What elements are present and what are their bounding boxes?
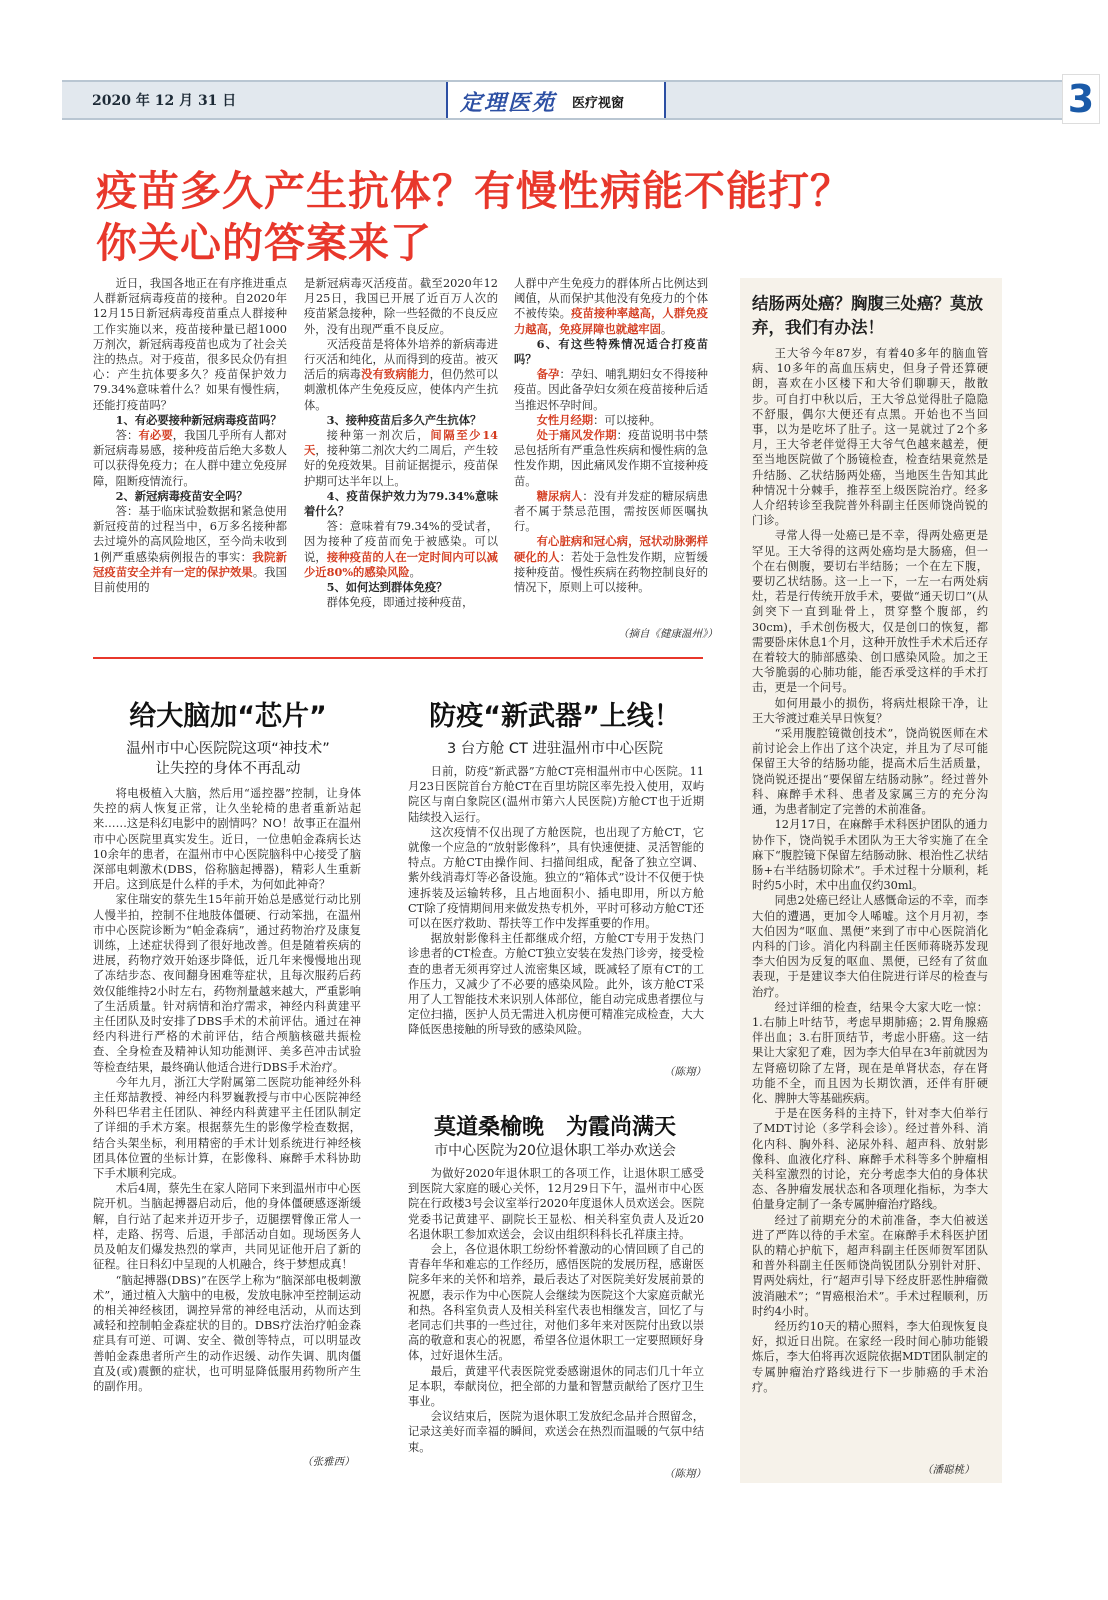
highlighted-text: 有必要 (138, 428, 173, 443)
paragraph: 会上，各位退休职工纷纷怀着激动的心情回顾了自己的青春年华和难忘的工作经历，感悟医院的发展历程，感谢医院多年来的关怀和培养，最后表达了对医院美好发展前景的祝愿，表示作为中心医院人会继续为医院这个大家庭贡献光和热。各科室负责人及相关科室代表也相继发言，回忆了与老同志们共事的一些过往，对他们多年来对医院付出致以崇高的敬意和衷心的祝愿，希望各位退休职工一定要照顾好身体，过好退休生活。 (408, 1243, 704, 1363)
highlighted-text: 糖尿病人 (536, 488, 583, 503)
body-text: ：疫苗说明书中禁忌包括所有严重急性疾病和慢性病的急性发作期，因此痛风发作期不宜接种疫苗。 (514, 429, 708, 488)
body-text: 2、新冠病毒疫苗安全吗？ (115, 488, 248, 503)
paragraph: 家住瑞安的蔡先生15年前开始总是感觉行动比别人慢半拍，控制不住地肢体僵硬、行动笨拙，在温州市中心医院诊断为“帕金森病”，通过药物治疗及康复训练，上述症状得到了很好地改善。但是随着疾病的进展，药物疗效开始逐步降低，近几年来慢慢地出现了冻结步态、夜间翻身困难等症状，且每次服药后药效仅能维持2小时左右，药物剂量越来越大，严重影响了生活质量。针对病情和治疗需求，神经内科黄建平主任团队及时安排了DBS手术的术前评估。通过在神经内科进行严格的术前评估，结合颅脑核磁共振检查、全身检查及精神认知功能测评、美多芭冲击试验等检查结果，最终确认他适合进行DBS手术治疗。 (93, 893, 361, 1074)
question-heading (93, 489, 287, 504)
chip-article-title: 给大脑加“芯片” (129, 701, 327, 732)
body-text: 4、疫苗保护效力为79.34%意味着什么？ (304, 488, 498, 519)
highlighted-text: 有心脏病和冠心病，冠状动脉粥样硬化的人 (514, 534, 708, 564)
body-text: ：可以接种。 (593, 413, 661, 427)
retire-article-title: 莫道桑榆晚 为霞尚满天 (433, 1115, 676, 1140)
highlighted-text: 接种疫苗的人在一定时间内可以减少近80%的感染风险 (304, 549, 498, 579)
section-name: 医疗视窗 (572, 96, 625, 111)
body-text: 。 (660, 322, 673, 336)
chip-article-subtitle-1: 温州市中心医院院这项“神技术” (126, 741, 330, 757)
body-text: 。 (409, 565, 421, 579)
body-text: 近日，我国各地正在有序推进重点人群新冠病毒疫苗的接种。自2020年12月15日新冠病毒疫苗重点人群接种工作实施以来，疫苗接种量已超1000万剂次，新冠病毒疫苗也成为了社会关注的热点。对于疫苗，很多民众仍有担心：产生抗体要多久？疫苗保护效力79.34%意味着什么？如果有慢性病，还能打疫苗吗？ (93, 277, 287, 412)
body-text: 5、如何达到群体免疫？ (326, 580, 448, 595)
issue-date: 2020 年 12 月 31 日 (92, 93, 237, 109)
paragraph: 寻常人得一处癌已是不幸，得两处癌更是罕见。王大爷得的这两处癌均是大肠癌，但一个在右侧腹，要切右半结肠；一个在左下腹，要切乙状结肠。这一上一下，一左一右两处病灶，若是行传统开放手术，要做“通天切口”(从剑突下一直到耻骨上，贯穿整个腹部，约30cm)，手术创伤极大，仅是创口的恢复，都需要卧床休息1个月，这种开放性手术术后还存在着较大的肺部感染、创口感染风险。加之王大爷脆弱的心肺功能，能否承受这样的手术打击，更是一个问号。 (752, 529, 988, 695)
body-text: ：孕妇、哺乳期妇女不得接种疫苗。因此备孕妇女须在疫苗接种后适当推迟怀孕时间。 (514, 368, 708, 412)
paragraph: 会议结束后，医院为退休职工发放纪念品并合照留念，记录这美好而幸福的瞬间，欢送会在热烈而温暖的气氛中结束。 (408, 1410, 704, 1454)
body-text: ：若处于急性发作期，应暂缓接种疫苗。慢性疾病在药物控制良好的情况下，原则上可以接种。 (514, 550, 708, 595)
body-text: ，我国几乎所有人都对新冠病毒易感，接种疫苗后绝大多数人可以获得免疫力；在人群中建立免疫屏障，阻断疫情流行。 (93, 429, 287, 488)
paragraph (514, 428, 708, 489)
question-heading (304, 489, 498, 519)
paragraph (514, 489, 708, 535)
highlighted-text: 我院新冠疫苗安全并有一定的保护效果 (93, 549, 287, 579)
paragraph: 经过了前期充分的术前准备，李大伯被送进了严阵以待的手术室。在麻醉手术科医护团队的精心护航下，超声科副主任医师贺军团队和普外科副主任医师饶尚锐团队分别针对肝、胃两处病灶，行“超声引导下经皮肝恶性肿瘤微波消融术”；“胃癌根治术”。手术过程顺利，历时约4小时。 (752, 1213, 988, 1318)
paragraph: 同患2处癌已经让人感慨命运的不幸，而李大伯的遭遇，更加令人唏嘘。这个月月初，李大伯因为“呕血、黑便”来到了市中心医院消化内科的门诊。消化内科副主任医师蒋晓苏发现李大伯因为反复的呕血、黑便，已经有了贫血表现，于是建议李大伯住院进行详尽的检查与治疗。 (752, 894, 988, 999)
paragraph: 将电极植入大脑，然后用“遥控器”控制，让身体失控的病人恢复正常，让久坐轮椅的患者重新站起来……这是科幻电影中的剧情吗？NO！故事正在温州市中心医院里真实发生。近日，一位患帕金森病长达10余年的患者，在温州市中心医院脑科中心接受了脑深部电刺激术(DBS，俗称脑起搏器)，精彩人生重新开启。这到底是什么样的手术，为何如此神奇？ (93, 787, 361, 892)
page-number: 3 (1062, 74, 1100, 124)
cancer-article-title: 结肠两处癌？胸腹三处癌？莫放弃，我们有办法！ (752, 294, 983, 337)
masthead-logo (446, 82, 666, 118)
paragraph (93, 428, 287, 489)
paragraph (93, 276, 287, 413)
paragraph: “采用腹腔镜微创技术”，饶尚锐医师在术前讨论会上作出了这个决定，并且为了尽可能保留王大爷的结肠功能，提高术后生活质量，饶尚锐还提出“要保留左结肠动脉”。经过普外科、麻醉手术科、患者及家属三方的充分沟通，为患者制定了完善的术前准备。 (752, 727, 988, 817)
body-text: 人群中产生免疫力的群体所占比例达到阈值，从而保护其他没有免疫力的个体不被传染。 (514, 277, 708, 321)
body-text: ，但仍然可以刺激机体产生免疫反应，使体内产生抗体。 (304, 368, 498, 412)
brand-name: 定理医苑 (460, 90, 557, 116)
highlighted-text: 备孕 (536, 367, 560, 382)
ct-article-source: （陈翔） (664, 1066, 706, 1078)
cancer-article-body (752, 346, 988, 1464)
body-text: 群体免疫，即通过接种疫苗， (326, 596, 474, 610)
paragraph: 于是在医务科的主持下，针对李大伯举行了MDT讨论（多学科会诊）。经过普外科、消化内科、胸外科、泌尿外科、超声科、放射影像科、血液化疗科、麻醉手术科等多个肿瘤相关科室激烈的讨论，充分考虑李大伯的身体状态、各肿瘤发展状态和各项理化指标，为李大伯量身定制了一条专属肿瘤治疗路线。 (752, 1107, 988, 1212)
body-text: 接种第一剂次后， (326, 429, 431, 443)
paragraph: “脑起搏器(DBS)”在医学上称为“脑深部电极刺激术”，通过植入大脑中的电极，发放电脉冲至控制运动的相关神经核团，调控异常的神经电活动，从而达到减轻和控制帕金森症状的目的。DBS疗法治疗帕金森症具有可逆、可调、安全、微创等特点，可以明显改善帕金森患者所产生的动作迟缓、动作失调、肌肉僵直及(或)震颤的症状，也可明显降低服用药物所产生的副作用。 (93, 1273, 361, 1393)
paragraph: 最后，黄建平代表医院党委感谢退休的同志们几十年立足本职，奉献岗位，把全部的力量和智慧贡献给了医疗卫生事业。 (408, 1364, 704, 1409)
retire-article-subtitle: 市中心医院为20位退休职工举办欢送会 (434, 1143, 676, 1159)
body-text: 3、接种疫苗后多久产生抗体？ (326, 412, 482, 427)
paragraph: 经历约10天的精心照料，李大伯现恢复良好，拟近日出院。在家经一段时间心肺功能锻炼后，李大伯将再次返院依据MDT团队制定的专属肿瘤治疗路线进行下一步肺癌的手术治疗。 (752, 1320, 988, 1394)
body-text: 。我国目前使用的 (93, 565, 287, 595)
highlighted-text: 女性月经期 (536, 412, 594, 427)
main-headline-line2: 你关心的答案来了 (96, 219, 432, 267)
paragraph (514, 534, 708, 595)
paragraph (304, 595, 498, 610)
highlighted-text: 疫苗接种率越高，人群免疫力越高，免疫屏障也就越牢固 (514, 306, 708, 336)
paragraph (514, 276, 708, 337)
paragraph: 今年九月，浙江大学附属第二医院功能神经外科主任郑喆教授、神经内科罗巍教授与市中心医院神经外科巴华君主任团队、神经内科黄建平主任团队制定了详细的手术方案。根据蔡先生的影像学检查数据，结合头架坐标，利用精密的手术计划系统进行神经核团具体位置的坐标计算，在影像科、麻醉手术科协助下手术顺利完成。 (93, 1075, 361, 1181)
paragraph: 日前，防疫“新武器”方舱CT亮相温州市中心医院。11月23日医院首台方舱CT在百里坊院区率先投入使用，双屿院区与南白象院区(温州市第六人民医院)方舱CT也于近期陆续投入运行。 (408, 765, 704, 824)
paragraph: 据放射影像科主任都继成介绍，方舱CT专用于发热门诊患者的CT检查。方舱CT独立安装在发热门诊旁，接受检查的患者无须再穿过人流密集区域，既减轻了原有CT的工作压力，又减少了不必要的感染风险。此外，该方舱CT采用了人工智能技术来识别人体部位，能自动完成患者摆位与定位扫描，医护人员无需进入机房便可精准完成检查，大大降低医患接触的所导致的感染风险。 (408, 932, 704, 1037)
retire-article-source: （陈翔） (664, 1468, 706, 1480)
main-headline-line1: 疫苗多久产生抗体？有慢性病能不能打？ (96, 167, 852, 215)
highlighted-text: 处于痛风发作期 (536, 428, 617, 443)
ct-article-title: 防疫“新武器”上线！ (429, 701, 681, 732)
body-text: 6、有这些特殊情况适合打疫苗吗？ (514, 336, 708, 367)
retire-article-body (408, 1166, 704, 1478)
cancer-article-source: （潘聪桃） (922, 1464, 975, 1476)
paragraph (304, 337, 498, 413)
vaccine-article-column-1 (93, 276, 287, 650)
paragraph: 经过详细的检查，结果令大家大吃一惊：1.右肺上叶结节，考虑早期肺癌；2.胃角腺癌伴出血；3.右肝顶结节，考虑小肝癌。这一结果让大家犯了难，因为李大伯早在3年前就因为左肾癌切除了左肾，现在是单肾状态，存在肾功能不全，而且因为长期饮酒，还伴有肝硬化、脾肿大等基础疾病。 (752, 1000, 988, 1105)
vaccine-article-column-3 (514, 276, 708, 636)
body-text: ：没有并发症的糖尿病患者不属于禁忌范围，需按医师医嘱执行。 (514, 489, 708, 534)
body-text: 灭活疫苗是将体外培养的新病毒进行灭活和纯化，从而得到的疫苗。被灭活后的病毒 (304, 337, 498, 382)
paragraph: 这次疫情不仅出现了方舱医院，也出现了方舱CT，它就像一个应急的“放射影像科”，具有快速便捷、灵活智能的特点。方舱CT由操作间、扫描间组成，配备了独立空调、紫外线消毒灯等必备设施。独立的“箱体式”设计不仅便于快速拆装及运输转移，且占地面积小、插电即用，所以方舱CT除了疫情期间用来做发热专机外，平时可移动方舱CT还可以在医疗救助、帮扶等工作中发挥重要的作用。 (408, 825, 704, 931)
body-text: 是新冠病毒灭活疫苗。截至2020年12月25日，我国已开展了近百万人次的疫苗紧急接种，除一些轻微的不良反应外，没有出现严重不良反应。 (304, 277, 498, 336)
section-divider (93, 657, 703, 659)
paragraph (93, 504, 287, 595)
chip-article-body (93, 786, 361, 1466)
question-heading (93, 413, 287, 428)
paragraph (304, 428, 498, 489)
vaccine-article-column-2 (304, 276, 498, 650)
newspaper-header (62, 77, 1095, 121)
paragraph: 王大爷今年87岁，有着40多年的脑血管病、10多年的高血压病史，但身子骨还算硬朗，喜欢在小区楼下和大爷们聊聊天，散散步。可自打中秋以后，王大爷总觉得肚子隐隐不舒服，偶尔大便还有点黑。开始也不当回事，以为是吃坏了肚子。这一晃就过了2个多月，王大爷老伴觉得王大爷气色越来越差，便至当地医院做了个肠镜检查，检查结果竟然是升结肠、乙状结肠两处癌，当地医生告知其此种情况十分棘手，推荐至上级医院治疗。经多人介绍转诊至我院普外科副主任医师饶尚锐的门诊。 (752, 347, 988, 528)
question-heading (514, 337, 708, 367)
paragraph (304, 519, 498, 580)
paragraph (514, 413, 708, 428)
body-text: 答：意味着有79.34%的受试者，因为接种了疫苗而免于被感染。可以说， (304, 520, 498, 564)
highlighted-text: 间隔至少14天 (304, 428, 498, 458)
body-text: 答：基于临床试验数据和紧急使用新冠疫苗的过程当中，6万多名接种都去过境外的高风险地区，至今尚未收到1例严重感染病例报告的事实： (93, 505, 287, 564)
paragraph: 术后4周，蔡先生在家人陪同下来到温州市中心医院开机。当脑起搏器启动后，他的身体僵硬感逐渐缓解，自行站了起来并迈开步子，迈腿摆臂像正常人一样，走路、拐弯、后退，手部活动自如。现场医务人员及帕友们爆发热烈的掌声，共同见证他开启了新的征程。往日科幻中呈现的人机融合，终于梦想成真！ (93, 1182, 361, 1272)
paragraph: 为做好2020年退休职工的各项工作，让退休职工感受到医院大家庭的暖心关怀，12月29日下午，温州市中心医院在行政楼3号会议室举行2020年度退休人员欢送会。医院党委书记黄建平、副院长王显松、相关科室负责人及近20名退休职工参加欢送会，会议由组织科科长孔祥康主持。 (408, 1167, 704, 1241)
paragraph: 如何用最小的损伤，将病灶根除干净，让王大爷渡过难关早日恢复？ (752, 696, 988, 725)
body-text: 1、有必要接种新冠病毒疫苗吗？ (115, 412, 282, 427)
body-text: ，接种第二剂次大约二周后，产生较好的免疫效果。目前证据提示，疫苗保护期可达半年以上。 (304, 444, 498, 488)
body-text: 答： (115, 429, 139, 443)
question-heading (304, 413, 498, 428)
vaccine-source: （摘自《健康温州》） (618, 628, 718, 640)
paragraph (304, 276, 498, 337)
question-heading (304, 580, 498, 595)
chip-article-subtitle-2: 让失控的身体不再乱动 (155, 761, 301, 777)
sidebar-cancer-article (740, 278, 1002, 1483)
ct-article-subtitle: 3 台方舱 CT 进驻温州市中心医院 (446, 741, 664, 757)
paragraph: 12月17日，在麻醉手术科医护团队的通力协作下，饶尚锐手术团队为王大爷实施了在全麻下“腹腔镜下保留左结肠动脉、根治性乙状结肠+右半结肠切除术”。手术过程十分顺利，耗时约5小时，术中出血仅约30ml。 (752, 818, 988, 893)
highlighted-text: 没有致病能力 (361, 367, 430, 382)
paragraph (514, 367, 708, 413)
chip-article-source: （张雅西） (302, 1456, 355, 1468)
ct-article-body (408, 764, 704, 1074)
